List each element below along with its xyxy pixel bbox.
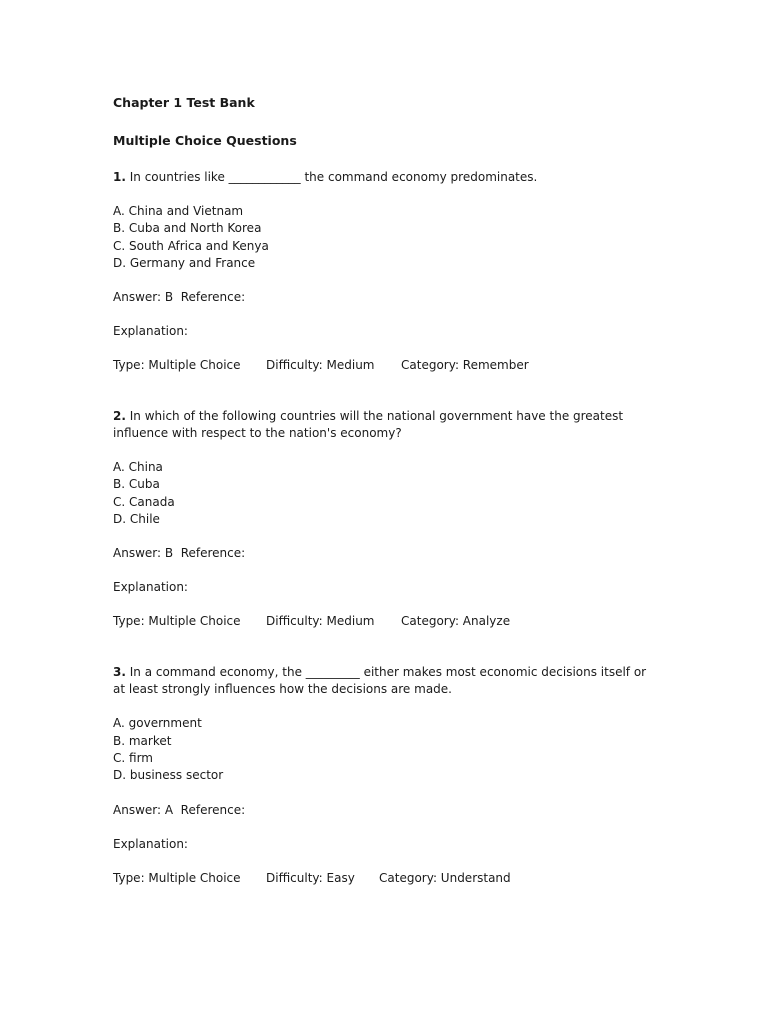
question-category: Category: Remember — [401, 358, 529, 373]
explanation-line: Explanation: — [113, 836, 188, 851]
question-3 — [113, 664, 653, 886]
question-number: 2. — [113, 409, 126, 424]
document-title: Chapter 1 Test Bank — [113, 95, 255, 110]
question-number: 3. — [113, 665, 126, 680]
option-c: C. Canada — [113, 494, 175, 509]
option-b: B. Cuba and North Korea — [113, 221, 262, 236]
question-2 — [113, 408, 653, 630]
question-type: Type: Multiple Choice — [113, 870, 241, 885]
option-a: A. China and Vietnam — [113, 204, 244, 218]
question-text — [113, 408, 653, 442]
explanation-line: Explanation: — [113, 580, 188, 595]
document-page — [113, 94, 653, 887]
option-c: C. firm — [113, 750, 153, 765]
question-difficulty: Difficulty: Medium — [266, 614, 375, 629]
question-category: Category: Analyze — [401, 614, 511, 629]
option-d: D. Chile — [113, 512, 160, 527]
answer-options — [113, 715, 653, 784]
question-meta — [113, 870, 653, 887]
question-prompt: In countries like ____________ the command economy predominates. — [125, 170, 538, 184]
option-a: A. government — [113, 716, 202, 731]
question-difficulty: Difficulty: Easy — [266, 870, 355, 885]
question-prompt: In which of the following countries will the national government have the greatest influence with respect to the nation's economy? — [113, 409, 624, 441]
option-c: C. South Africa and Kenya — [113, 238, 269, 253]
question-prompt: In a command economy, the _________ either makes most economic decisions itself or at least strongly influences how the decisions are made. — [113, 665, 647, 697]
question-text — [113, 664, 653, 698]
answer-line: Answer: A Reference: — [113, 802, 246, 817]
question-difficulty: Difficulty: Medium — [266, 358, 375, 373]
question-meta — [113, 357, 653, 374]
question-number: 1. — [113, 170, 126, 184]
option-b: B. market — [113, 733, 172, 748]
explanation-line: Explanation: — [113, 324, 188, 339]
section-title: Multiple Choice Questions — [113, 133, 297, 148]
question-type: Type: Multiple Choice — [113, 614, 241, 629]
question-meta — [113, 613, 653, 630]
option-a: A. China — [113, 460, 163, 475]
option-d: D. Germany and France — [113, 255, 256, 270]
question-type: Type: Multiple Choice — [113, 358, 241, 373]
question-category: Category: Understand — [379, 870, 511, 885]
option-b: B. Cuba — [113, 477, 160, 492]
question-text — [113, 169, 653, 186]
answer-options — [113, 459, 653, 528]
option-d: D. business sector — [113, 768, 224, 783]
answer-line: Answer: B Reference: — [113, 546, 246, 561]
answer-line: Answer: B Reference: — [113, 290, 246, 305]
question-1 — [113, 169, 653, 374]
answer-options — [113, 203, 653, 272]
